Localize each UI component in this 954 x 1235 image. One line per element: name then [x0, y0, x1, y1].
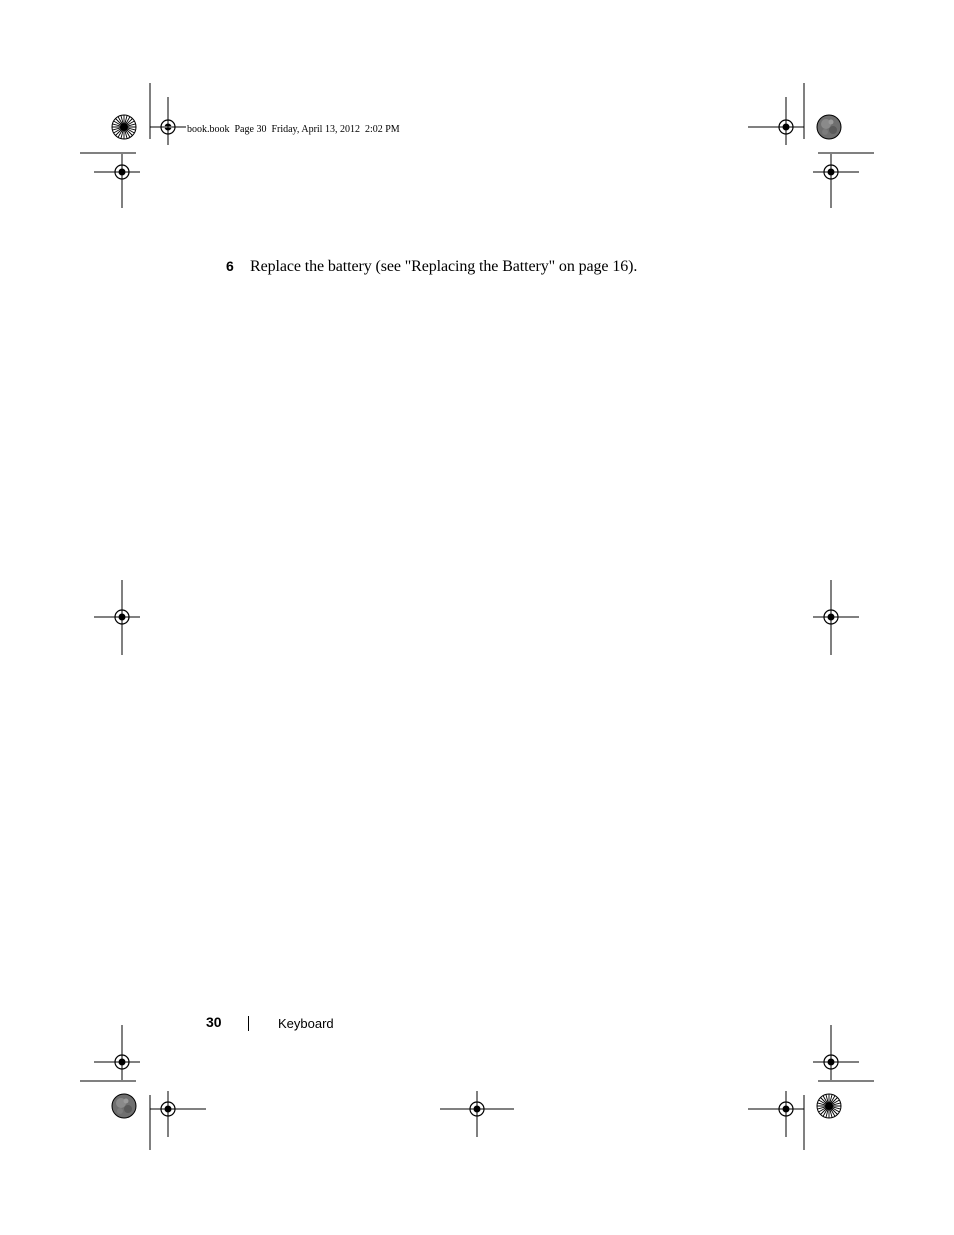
step-number: 6 [226, 258, 234, 274]
page-number: 30 [206, 1014, 222, 1030]
footer-divider [248, 1016, 249, 1031]
step-text: Replace the battery (see "Replacing the Battery" on page 16). [250, 258, 638, 275]
footer-section-title: Keyboard [278, 1016, 334, 1031]
step-item [226, 258, 637, 276]
printer-slug: book.book Page 30 Friday, April 13, 2012 2:02 PM [187, 124, 400, 135]
page-footer [0, 1014, 954, 1036]
